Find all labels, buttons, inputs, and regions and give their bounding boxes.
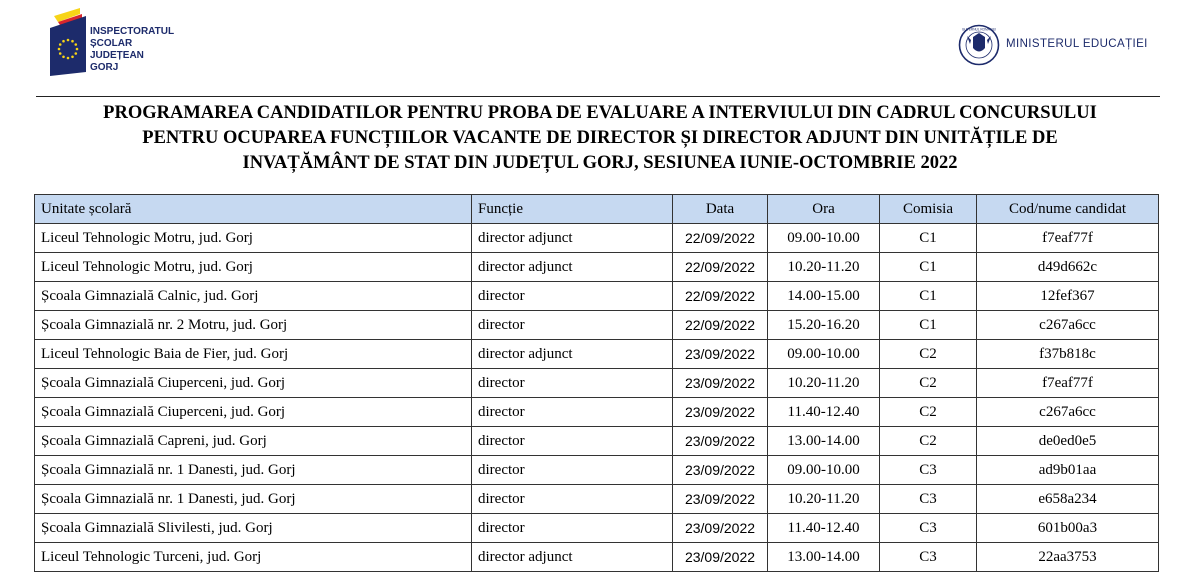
star-icon — [71, 55, 74, 58]
commission-cell: C3 — [880, 543, 977, 572]
unit-cell: Liceul Tehnologic Motru, jud. Gorj — [35, 253, 472, 282]
table-row — [35, 282, 1159, 311]
date-cell: 23/09/2022 — [673, 340, 768, 369]
time-cell: 10.20-11.20 — [768, 369, 880, 398]
time-cell: 09.00-10.00 — [768, 224, 880, 253]
time-cell: 11.40-12.40 — [768, 398, 880, 427]
star-icon — [74, 52, 77, 55]
function-cell: director — [472, 369, 673, 398]
function-cell: director — [472, 427, 673, 456]
time-cell: 09.00-10.00 — [768, 340, 880, 369]
date-cell: 22/09/2022 — [673, 253, 768, 282]
date-cell: 23/09/2022 — [673, 456, 768, 485]
table-header-row — [35, 195, 1159, 224]
star-icon — [67, 39, 70, 42]
column-header-candidate-code: Cod/nume candidat — [977, 195, 1159, 224]
unit-cell: Școala Gimnazială Slivilesti, jud. Gorj — [35, 514, 472, 543]
date-cell: 22/09/2022 — [673, 282, 768, 311]
title-line-3: INVAȚĂMÂNT DE STAT DIN JUDEȚUL GORJ, SESIUNEA IUNIE-OCTOMBRIE 2022 — [242, 153, 958, 173]
date-cell: 23/09/2022 — [673, 485, 768, 514]
candidate-code-cell: 12fef367 — [977, 282, 1159, 311]
function-cell: director — [472, 282, 673, 311]
commission-cell: C2 — [880, 427, 977, 456]
function-cell: director adjunct — [472, 543, 673, 572]
function-cell: director — [472, 398, 673, 427]
interview-schedule-table — [34, 194, 1159, 572]
star-icon — [59, 43, 62, 46]
time-cell: 11.40-12.40 — [768, 514, 880, 543]
inspectorate-name — [90, 26, 174, 74]
commission-cell: C2 — [880, 369, 977, 398]
function-cell: director — [472, 485, 673, 514]
candidate-code-cell: f7eaf77f — [977, 369, 1159, 398]
candidate-code-cell: f7eaf77f — [977, 224, 1159, 253]
commission-cell: C1 — [880, 224, 977, 253]
header-divider — [36, 96, 1160, 97]
table-row — [35, 253, 1159, 282]
title-line-1: PROGRAMAREA CANDIDATILOR PENTRU PROBA DE EVALUARE A INTERVIULUI DIN CADRUL CONCURSULUI — [103, 103, 1097, 123]
date-cell: 23/09/2022 — [673, 427, 768, 456]
column-header-time: Ora — [768, 195, 880, 224]
candidate-code-cell: 22aa3753 — [977, 543, 1159, 572]
star-icon — [59, 52, 62, 55]
time-cell: 10.20-11.20 — [768, 485, 880, 514]
table-row — [35, 543, 1159, 572]
function-cell: director adjunct — [472, 253, 673, 282]
date-cell: 23/09/2022 — [673, 514, 768, 543]
candidate-code-cell: de0ed0e5 — [977, 427, 1159, 456]
unit-cell: Liceul Tehnologic Motru, jud. Gorj — [35, 224, 472, 253]
column-header-date: Data — [673, 195, 768, 224]
candidate-code-cell: f37b818c — [977, 340, 1159, 369]
inspectorate-flag-logo-icon — [44, 4, 96, 80]
star-icon — [67, 57, 70, 60]
candidate-code-cell: 601b00a3 — [977, 514, 1159, 543]
commission-cell: C1 — [880, 311, 977, 340]
date-cell: 22/09/2022 — [673, 311, 768, 340]
logo-blue-field — [50, 16, 86, 76]
function-cell: director — [472, 456, 673, 485]
inspectorate-name-line-2: ȘCOLAR — [90, 38, 133, 49]
unit-cell: Școala Gimnazială Ciuperceni, jud. Gorj — [35, 398, 472, 427]
date-cell: 23/09/2022 — [673, 369, 768, 398]
table-row — [35, 398, 1159, 427]
unit-cell: Școala Gimnazială Ciuperceni, jud. Gorj — [35, 369, 472, 398]
date-cell: 23/09/2022 — [673, 398, 768, 427]
unit-cell: Școala Gimnazială nr. 1 Danesti, jud. Gorj — [35, 485, 472, 514]
ministry-logo — [958, 24, 1168, 68]
candidate-code-cell: d49d662c — [977, 253, 1159, 282]
table-row — [35, 224, 1159, 253]
time-cell: 15.20-16.20 — [768, 311, 880, 340]
unit-cell: Liceul Tehnologic Baia de Fier, jud. Gorj — [35, 340, 472, 369]
unit-cell: Școala Gimnazială Capreni, jud. Gorj — [35, 427, 472, 456]
table-body — [35, 224, 1159, 572]
time-cell: 10.20-11.20 — [768, 253, 880, 282]
table-row — [35, 340, 1159, 369]
unit-cell: Liceul Tehnologic Turceni, jud. Gorj — [35, 543, 472, 572]
time-cell: 13.00-14.00 — [768, 427, 880, 456]
inspectorate-name-line-4: GORJ — [90, 62, 119, 73]
candidate-code-cell: c267a6cc — [977, 398, 1159, 427]
commission-cell: C1 — [880, 253, 977, 282]
table-row — [35, 369, 1159, 398]
column-header-commission: Comisia — [880, 195, 977, 224]
function-cell: director adjunct — [472, 224, 673, 253]
table-row — [35, 485, 1159, 514]
star-icon — [74, 43, 77, 46]
seal-ring-text: GUVERNUL ROMÂNIEI — [961, 27, 997, 32]
table-row — [35, 514, 1159, 543]
inspectorate-name-line-1: INSPECTORATUL — [90, 26, 175, 37]
date-cell: 22/09/2022 — [673, 224, 768, 253]
table-row — [35, 456, 1159, 485]
commission-cell: C1 — [880, 282, 977, 311]
star-icon — [62, 40, 65, 43]
table-row — [35, 311, 1159, 340]
star-icon — [76, 48, 79, 51]
function-cell: director — [472, 311, 673, 340]
commission-cell: C3 — [880, 485, 977, 514]
function-cell: director — [472, 514, 673, 543]
star-icon — [71, 40, 74, 43]
time-cell: 13.00-14.00 — [768, 543, 880, 572]
unit-cell: Școala Gimnazială Calnic, jud. Gorj — [35, 282, 472, 311]
page-title — [20, 101, 1180, 176]
star-icon — [62, 55, 65, 58]
candidate-code-cell: ad9b01aa — [977, 456, 1159, 485]
table-row — [35, 427, 1159, 456]
inspectorate-logo — [44, 4, 194, 80]
candidate-code-cell: c267a6cc — [977, 311, 1159, 340]
ministry-name: MINISTERUL EDUCAȚIEI — [1006, 38, 1148, 50]
ministry-seal-icon — [958, 24, 1000, 66]
unit-cell: Școala Gimnazială nr. 1 Danesti, jud. Gorj — [35, 456, 472, 485]
time-cell: 09.00-10.00 — [768, 456, 880, 485]
column-header-unit: Unitate școlară — [35, 195, 472, 224]
commission-cell: C3 — [880, 456, 977, 485]
inspectorate-name-line-3: JUDEȚEAN — [90, 50, 144, 61]
commission-cell: C2 — [880, 340, 977, 369]
column-header-function: Funcție — [472, 195, 673, 224]
commission-cell: C3 — [880, 514, 977, 543]
function-cell: director adjunct — [472, 340, 673, 369]
unit-cell: Școala Gimnazială nr. 2 Motru, jud. Gorj — [35, 311, 472, 340]
seal-shield — [973, 33, 985, 52]
star-icon — [58, 48, 61, 51]
date-cell: 23/09/2022 — [673, 543, 768, 572]
time-cell: 14.00-15.00 — [768, 282, 880, 311]
candidate-code-cell: e658a234 — [977, 485, 1159, 514]
title-line-2: PENTRU OCUPAREA FUNCȚIILOR VACANTE DE DIRECTOR ȘI DIRECTOR ADJUNT DIN UNITĂȚILE DE — [142, 128, 1058, 148]
commission-cell: C2 — [880, 398, 977, 427]
